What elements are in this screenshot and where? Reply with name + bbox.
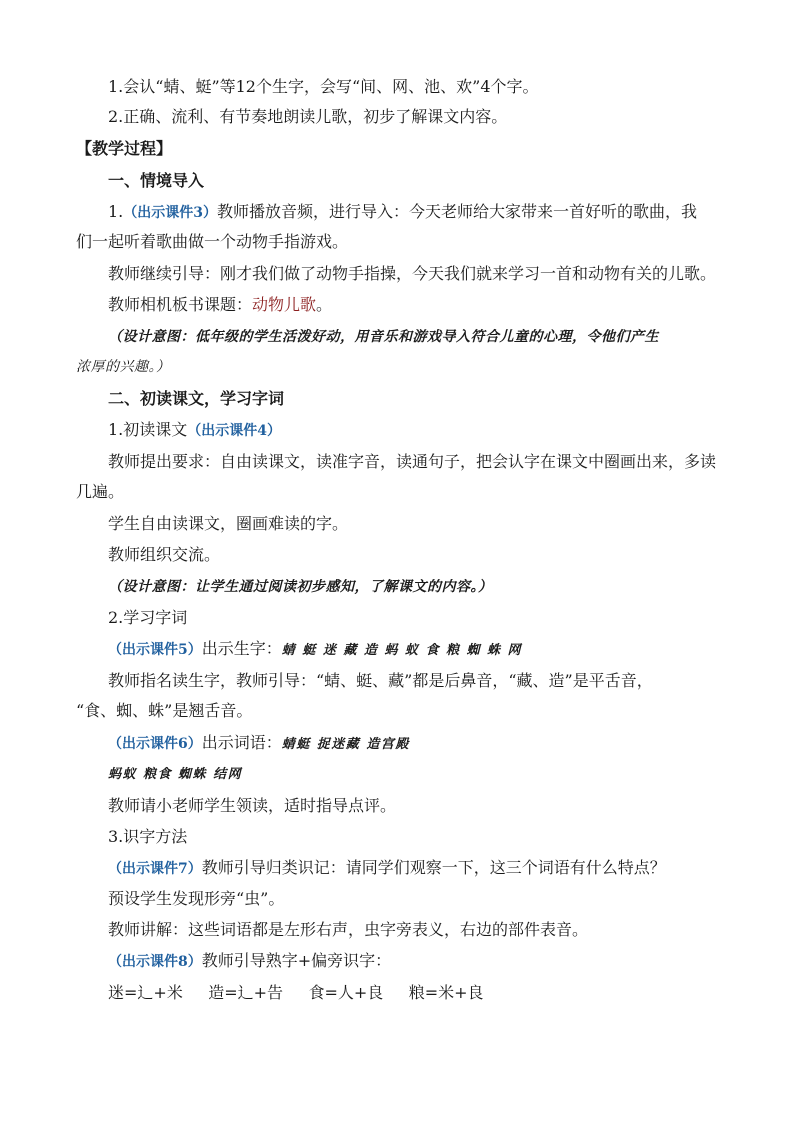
part2-title: 二、初读课文，学习字词 bbox=[108, 389, 285, 408]
step-2-paragraph-4: 教师请小老师学生领读，适时指导点评。 bbox=[108, 796, 397, 815]
design-note-2 bbox=[108, 576, 493, 600]
courseware-tag: （出示课件5） bbox=[108, 642, 202, 658]
step-3-paragraph-4 bbox=[108, 950, 391, 974]
design-note-1 bbox=[108, 326, 659, 350]
courseware-tag: （出示课件8） bbox=[108, 954, 202, 970]
lesson-title: 动物儿歌 bbox=[252, 295, 317, 314]
step-1-paragraph-3: 教师组织交流。 bbox=[108, 545, 221, 564]
step-2-paragraph-1 bbox=[108, 638, 522, 662]
step-1-heading bbox=[108, 419, 281, 443]
step-3-heading: 3.识字方法 bbox=[108, 827, 188, 846]
word-list-1: 蜻蜓 捉迷藏 造宫殿 bbox=[281, 737, 410, 752]
goal-1: 1.会认“蜻、蜓”等12个生字，会写“间、网、池、欢”4个字。 bbox=[108, 77, 539, 96]
design-note-1-cont: 浓厚的兴趣。） bbox=[76, 359, 171, 375]
courseware-tag: （出示课件4） bbox=[187, 423, 282, 439]
step-3-paragraph-2: 预设学生发现形旁“虫”。 bbox=[108, 889, 285, 908]
part1-paragraph-1-cont: 们一起听着歌曲做一个动物手指游戏。 bbox=[76, 232, 349, 251]
courseware-tag: （出示课件6） bbox=[108, 736, 202, 752]
part1-paragraph-1 bbox=[108, 201, 697, 225]
word-list-2: 蚂蚁 粮食 蜘蛛 结网 bbox=[108, 767, 243, 782]
step-2-paragraph-2: 教师指名读生字，教师引导：“蜻、蜓、藏”都是后鼻音，“藏、造”是平舌音， bbox=[108, 671, 653, 690]
step-1-paragraph-1: 教师提出要求：自由读课文，读准字音，读通句子，把会认字在课文中圈画出来，多读 bbox=[108, 452, 717, 471]
step-3-paragraph-1 bbox=[108, 857, 666, 881]
part1-paragraph-3 bbox=[108, 294, 332, 318]
step-2-paragraph-2-cont: “食、蜘、蛛”是翘舌音。 bbox=[76, 701, 253, 720]
s3-p1-text: 教师引导归类识记：请同学们观察一下，这三个词语有什么特点？ bbox=[201, 858, 666, 877]
section-heading-process: 【教学过程】 bbox=[76, 139, 173, 158]
s2-p3-text: 出示词语： bbox=[201, 733, 282, 752]
p3-text: 教师相机板书课题： bbox=[108, 295, 253, 314]
p1-text: 教师播放音频，进行导入：今天老师给大家带来一首好听的歌曲，我 bbox=[217, 202, 698, 221]
part1-paragraph-2: 教师继续引导：刚才我们做了动物手指操，今天我们就来学习一首和动物有关的儿歌。 bbox=[108, 264, 717, 283]
step-2-paragraph-3 bbox=[108, 732, 410, 756]
character-formulas: 迷=辶+米 造=辶+告 食=人+良 粮=米+良 bbox=[108, 983, 484, 1002]
courseware-tag: （出示课件7） bbox=[108, 861, 202, 877]
p1-number: 1. bbox=[108, 202, 124, 221]
s3-p4-text: 教师引导熟字+偏旁识字： bbox=[201, 951, 392, 970]
new-characters-list: 蜻 蜓 迷 藏 造 蚂 蚁 食 粮 蜘 蛛 网 bbox=[281, 643, 523, 658]
design-note-2-text: （设计意图：让学生通过阅读初步感知，了解课文的内容。） bbox=[108, 579, 493, 595]
design-note-1-text: （设计意图：低年级的学生活泼好动，用音乐和游戏导入符合儿童的心理，令他们产生 bbox=[108, 329, 659, 345]
courseware-tag: （出示课件3） bbox=[123, 205, 218, 221]
s2-p1-text: 出示生字： bbox=[201, 639, 282, 658]
step-1-paragraph-1-cont: 几遍。 bbox=[76, 482, 125, 501]
step-3-paragraph-3: 教师讲解：这些词语都是左形右声，虫字旁表义，右边的部件表音。 bbox=[108, 920, 589, 939]
p3-end: 。 bbox=[316, 295, 333, 314]
step-1-paragraph-2: 学生自由读课文，圈画难读的字。 bbox=[108, 514, 349, 533]
goal-2: 2.正确、流利、有节奏地朗读儿歌，初步了解课文内容。 bbox=[108, 107, 508, 126]
part1-title: 一、情境导入 bbox=[108, 171, 205, 190]
step-2-heading: 2.学习字词 bbox=[108, 608, 188, 627]
step-1-text: 1.初读课文 bbox=[108, 420, 188, 439]
